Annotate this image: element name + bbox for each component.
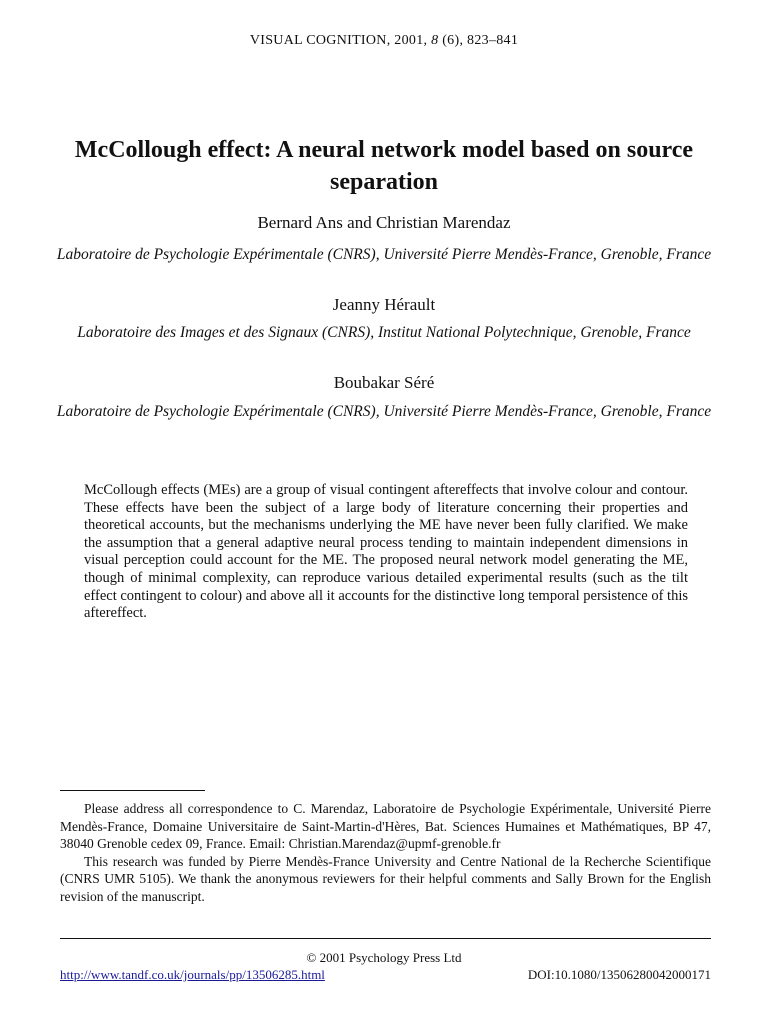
footnote-divider [60,790,205,791]
footnote-funding: This research was funded by Pierre Mendès-France University and Centre National de la Recherche Scientifique (CNRS UMR 5105). We thank the anonymous reviewers for their helpful comments and Sally Brown for the English revision of the manuscript. [60,853,711,904]
author-affiliation-2: Laboratoire des Images et des Signaux (CNRS), Institut National Polytechnique, Grenoble, France [77,324,691,341]
abstract: McCollough effects (MEs) are a group of visual contingent aftereffects that involve colour and contour. These effects have been the subject of a large body of literature concerning their properties and theoretical accounts, but the mechanisms underlying the ME have never been fully clarified. We make the assumption that a general adaptive neural process tending to maintain independent dimensions in visual perception could account for the ME. The proposed neural network model generating the ME, though of minimal complexity, can reproduce various detailed experimental results (such as the tilt effect contingent to colour) and above all it accounts for the distinctive long temporal persistence of this aftereffect. [84,482,688,622]
footnotes [60,800,711,906]
author-names-1: Bernard Ans and Christian Marendaz [257,213,511,232]
author-names-2: Jeanny Hérault [332,295,436,314]
journal-volume: 8 [431,33,439,48]
author-affiliation-3: Laboratoire de Psychologie Expérimentale (CNRS), Université Pierre Mendès-France, Grenoble, France [56,403,712,420]
bottom-divider [60,938,711,939]
journal-suffix: (6), 823–841 [438,33,519,48]
author-affiliation-1: Laboratoire de Psychologie Expérimentale (CNRS), Université Pierre Mendès-France, Grenoble, France [56,246,712,263]
journal-citation [0,33,768,49]
copyright-notice: © 2001 Psychology Press Ltd [306,950,462,965]
paper-title: McCollough effect: A neural network model based on source separation [74,137,694,195]
doi-label: DOI:10.1080/13506280042000171 [527,967,711,982]
footnote-correspondence: Please address all correspondence to C. Marendaz, Laboratoire de Psychologie Expérimentale, Université Pierre Mendès-France, Domaine Universitaire de Saint-Martin-d'Hères, Bat. Sciences Humaines et Mathématiques, BP 47, 38040 Grenoble cedex 09, France. Email: Christian.Marendaz@upmf-grenoble.fr [60,801,711,852]
author-names-3: Boubakar Séré [333,373,435,392]
journal-url-link[interactable]: http://www.tandf.co.uk/journals/pp/13506285.html [60,967,325,982]
journal-prefix: VISUAL COGNITION, 2001, [249,33,432,48]
